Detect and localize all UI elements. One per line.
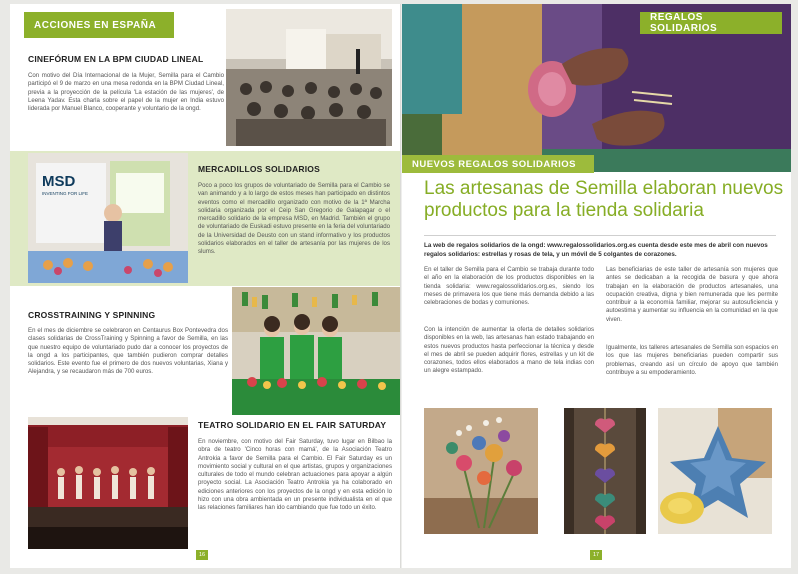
cineforum-text: Con motivo del Día Internacional de la Mujer, Semilla para el Cambio participó el 9 de marzo en una mesa redonda en la BPM Ciudad Lineal, previa a la proyección de la película 'La estación de las mujeres', de Leena Yadav. Esta charla sobre el papel de la mujer en India estuvo liderada por Manuel Blanco, cooperante y voluntario de la ongd. bbox=[28, 72, 224, 113]
nuevos-header: NUEVOS REGALOS SOLIDARIOS bbox=[402, 155, 594, 173]
mercadillos-photo bbox=[28, 153, 188, 283]
cineforum-photo bbox=[226, 9, 392, 146]
mercadillos-text: Poco a poco los grupos de voluntariado de Semilla para el Cambio se van animando y a lo largo de estos meses han participado en distintos eventos como el mercadillo organizado con motivo de la 1ª Marcha solidaria organizada por el Ceip San Gregorio de Galapagar o el mercadillo solidario de la empresa MSD, en Madrid. También el grupo de voluntariado de Euskadi estuvo presente en la feria del voluntariado de la Universidad de Deusto con un stand informativo y los productos solidarios elaborados en el taller de artesanía por las mujeres de los slums. bbox=[198, 182, 390, 256]
col2-paragraph-2: Igualmente, los talleres artesanales de Semilla son espacios en los que las mujeres beneficiarias pueden compartir sus problemas, creando así un círculo de apoyo que también contribuye a su empoderamiento. bbox=[606, 344, 778, 376]
col2-paragraph-1: Las beneficiarias de este taller de artesanía son mujeres que antes se dedicaban a la recogida de basura y que ahora trabajan en la elaboración de productos artesanales, una ocupación creativa, digna y bien remunerada que les permite contribuir a la economía familiar, mejorar su autosuficiencia y autoestima y aumentar su influencia en la comunidad en la que viven. bbox=[606, 266, 778, 323]
fabric-flowers-photo bbox=[424, 408, 538, 534]
article-intro: La web de regalos solidarios de la ongd: www.regalossolidarios.org.es cuenta desde este mes de abril con nuevos regalos solidarios: estrellas y rosas de tela, y un móvil de 5 colgantes de corazones. bbox=[424, 242, 768, 258]
col1-paragraph-1: En el taller de Semilla para el Cambio se trabaja durante todo el año en la elaboración de los productos disponibles en la tienda solidaria: www.regalossolidarios.org.es, siendo los meses de primavera los que tiene más demanda debido a las celebraciones de bodas y comuniones. bbox=[424, 266, 594, 307]
crosstraining-photo bbox=[232, 287, 400, 415]
right-page bbox=[402, 4, 791, 568]
regalos-header: REGALOS SOLIDARIOS bbox=[640, 12, 782, 34]
crosstraining-text: En el mes de diciembre se celebraron en Centaurus Box Pontevedra dos clases solidarias de CrossTraining y Spinning a favor de Semilla, en las que nuestro equipo de voluntariado pudo dar a conocer los proyectos de la ongd a los participantes, que también pudieron comprar detalles solidarios. Este evento fue el primero de dos nuevos voluntarias, Xiana y Alejandra, y se recaudaron más de 700 euros. bbox=[28, 327, 228, 376]
page-number: 17 bbox=[590, 550, 602, 560]
teatro-photo bbox=[28, 417, 188, 549]
msd-banner-text: MSD bbox=[42, 173, 76, 190]
mercadillos-title: MERCADILLOS SOLIDARIOS bbox=[198, 164, 320, 174]
cineforum-title: CINEFÓRUM EN LA BPM CIUDAD LINEAL bbox=[28, 54, 204, 64]
teatro-title: TEATRO SOLIDARIO EN EL FAIR SATURDAY bbox=[198, 420, 387, 430]
teatro-text: En noviembre, con motivo del Fair Saturday, tuvo lugar en Bilbao la obra de teatro 'Cinco horas con mamá', de la Asociación Teatro Antrokia a favor de Semilla para el Cambio. El Fair Saturday es un movimiento social y cultural en el que artistas, grupos y organizaciones culturales de todo el mundo celebran actuaciones para apoyar a algún proyecto social. La Asociación Teatro Antrokia ya ha colaborado en ediciones anteriores con los proyectos de la ongd y en esta edición lo hizo con una obra ambientada en un presente individualista en el que las relaciones familiares han ido cambiando que fue todo un éxito. bbox=[198, 438, 392, 512]
fabric-star-photo bbox=[658, 408, 772, 534]
section-header: ACCIONES EN ESPAÑA bbox=[24, 12, 174, 38]
col1-paragraph-2: Con la intención de aumentar la oferta de detalles solidarios disponibles en la web, las artesanas han estado trabajando en estos nuevos productos hasta perfeccionar la técnica y desde el mes de abril se pueden adquirir flores, estrellas y un kit de corazones, todos ellos elaborados a mano de tela indias con un alegre estampado. bbox=[424, 326, 594, 375]
left-page bbox=[10, 4, 401, 568]
fabric-hearts-photo bbox=[564, 408, 646, 534]
article-title: Las artesanas de Semilla elaboran nuevos productos para la tienda solidaria bbox=[424, 178, 784, 221]
title-divider bbox=[424, 235, 776, 236]
msd-banner-sub: INVENTING FOR LIFE bbox=[42, 191, 89, 196]
crosstraining-title: CROSSTRAINING Y SPINNING bbox=[28, 310, 156, 320]
page-number: 16 bbox=[196, 550, 208, 560]
